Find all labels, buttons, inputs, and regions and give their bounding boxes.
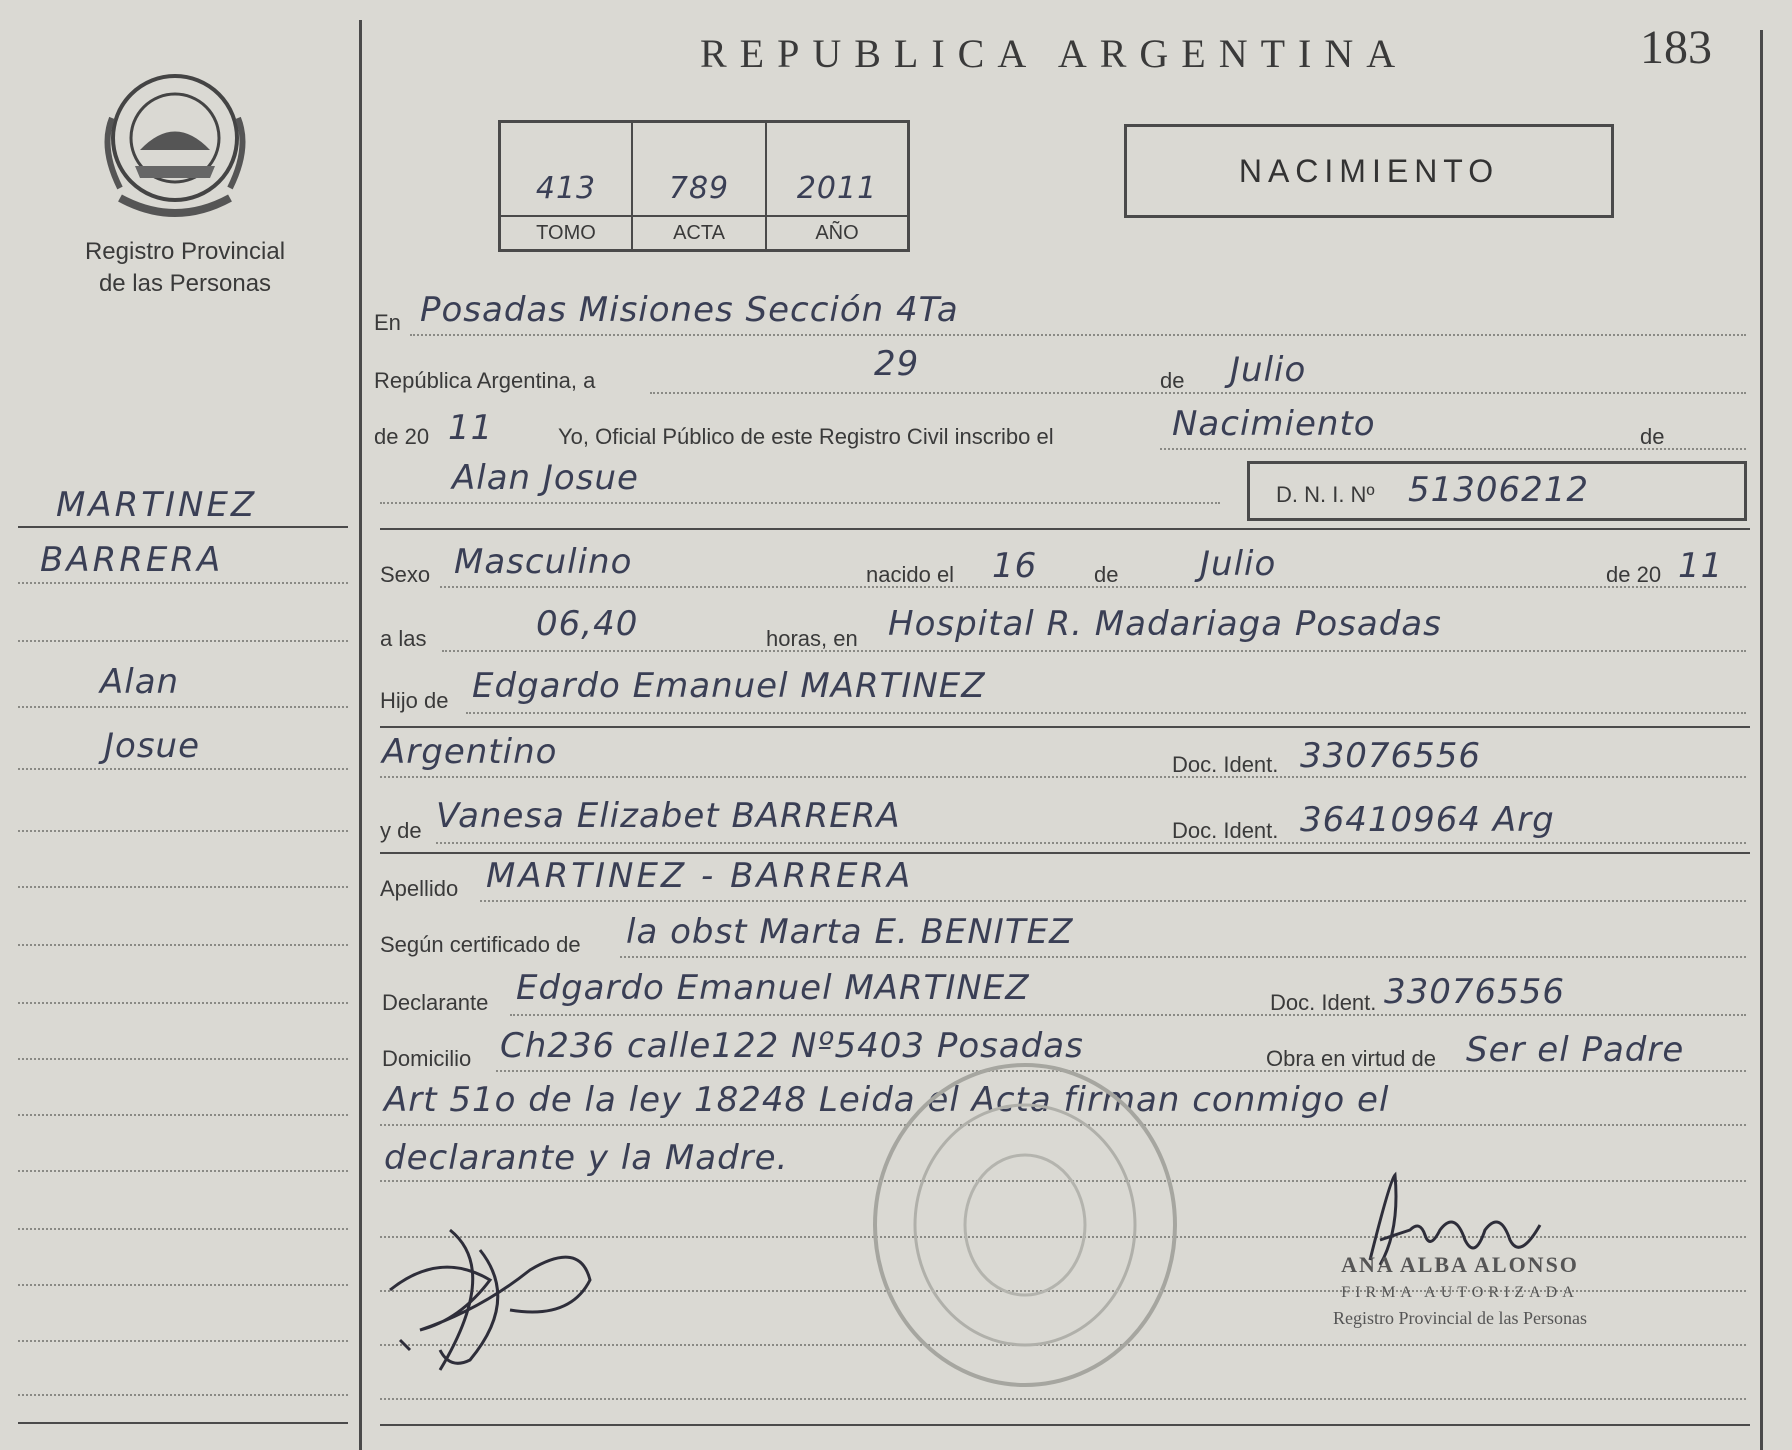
page-title: REPUBLICA ARGENTINA (700, 31, 1409, 76)
obra-value: Ser el Padre (1466, 1030, 1685, 1070)
sidebar-line (18, 1058, 348, 1060)
act-type-label: NACIMIENTO (1238, 153, 1500, 189)
month-value: Julio (1230, 350, 1307, 390)
registry-name-line1: Registro Provincial (84, 238, 286, 265)
form-line (480, 900, 1746, 902)
notes-line2: declarante y la Madre. (384, 1138, 789, 1178)
dni-label: D. N. I. Nº (1276, 482, 1375, 507)
acta-label: ACTA (673, 222, 725, 244)
form-line (510, 1014, 1746, 1016)
domicilio-label: Domicilio (382, 1046, 472, 1071)
en-label: En (374, 310, 401, 335)
birth-place-value: Hospital R. Madariaga Posadas (888, 604, 1442, 644)
sexo-label: Sexo (380, 562, 431, 587)
sidebar-bottom-rule (18, 1422, 348, 1424)
father-name-value: Edgardo Emanuel MARTINEZ (472, 666, 986, 706)
left-column-divider (359, 20, 362, 1450)
mother-name-value: Vanesa Elizabet BARRERA (436, 796, 901, 836)
sidebar-line (18, 1394, 348, 1396)
declarant-signature-icon (380, 1210, 620, 1380)
declarante-label: Declarante (382, 990, 489, 1015)
acta-cell (633, 123, 767, 249)
sidebar-rule (18, 526, 348, 528)
birth-year-suffix: 11 (1678, 546, 1724, 586)
section-rule (380, 528, 1750, 530)
stamp-title: FIRMA AUTORIZADA (1341, 1284, 1579, 1301)
sidebar-line (18, 944, 348, 946)
right-page-border (1760, 30, 1763, 1450)
sidebar-line (18, 886, 348, 888)
sidebar-line (18, 1002, 348, 1004)
registration-box (498, 120, 910, 252)
form-line (650, 392, 1746, 394)
sidebar-name2: Josue (104, 726, 201, 766)
form-line (620, 956, 1746, 958)
anio-value: 2011 (796, 171, 878, 206)
form-line (466, 712, 1746, 714)
page-number: 183 (1640, 21, 1712, 74)
de-label-2: de (1640, 424, 1665, 449)
section-rule (380, 852, 1750, 854)
registry-name (40, 236, 330, 300)
stamp-name: ANA ALBA ALONSO (1341, 1252, 1579, 1277)
declarante-name-value: Edgardo Emanuel MARTINEZ (516, 968, 1030, 1008)
form-line (436, 842, 1746, 844)
birth-time-value: 06,40 (536, 604, 639, 644)
birth-day-value: 16 (992, 546, 1038, 586)
form-line (380, 502, 1220, 504)
registry-name-line2: de las Personas (98, 270, 272, 297)
tomo-cell (501, 123, 633, 249)
tomo-label: TOMO (536, 222, 596, 244)
declarante-doc-value: 33076556 (1384, 972, 1566, 1012)
apellido-value: MARTINEZ - BARRERA (486, 856, 914, 896)
doc-ident-label: Doc. Ident. (1172, 752, 1279, 777)
anio-label: AÑO (815, 222, 859, 244)
dni-box (1247, 461, 1747, 521)
section-rule (380, 726, 1750, 728)
yde-label: y de (380, 818, 422, 843)
official-stamp-icon (860, 1050, 1190, 1400)
form-line (410, 334, 1746, 336)
acta-value: 789 (668, 171, 730, 206)
doc-ident-label-2: Doc. Ident. (1172, 818, 1279, 843)
sidebar-name1: Alan (100, 662, 180, 702)
form-line (440, 586, 1746, 588)
act-type-box (1124, 124, 1614, 218)
sexo-value: Masculino (454, 542, 633, 582)
de-label: de (1160, 368, 1185, 393)
act-value: Nacimiento (1172, 404, 1376, 444)
sidebar-line (18, 1228, 348, 1230)
sidebar-line (18, 1114, 348, 1116)
form-line (1160, 448, 1746, 450)
nacido-label: nacido el (866, 562, 955, 587)
dni-value: 51306212 (1408, 470, 1590, 510)
sidebar-surname2: BARRERA (40, 540, 224, 580)
year-suffix-value: 11 (448, 408, 494, 448)
birth-month-value: Julio (1200, 544, 1277, 584)
tomo-value: 413 (535, 171, 597, 206)
mother-doc-value: 36410964 Arg (1300, 800, 1555, 840)
certificado-value: la obst Marta E. BENITEZ (626, 912, 1074, 952)
provincial-seal-icon (100, 58, 250, 218)
form-line (442, 650, 1746, 652)
doc-ident-label-3: Doc. Ident. (1270, 990, 1377, 1015)
horas-label: horas, en (766, 626, 858, 651)
oficial-label: Yo, Oficial Público de este Registro Civil inscribo el (558, 424, 1054, 449)
hijo-label: Hijo de (380, 688, 449, 713)
apellido-label: Apellido (380, 876, 459, 901)
sidebar-line (18, 706, 348, 708)
sidebar-line (18, 1340, 348, 1342)
day-value: 29 (874, 344, 920, 384)
sidebar-line (18, 1170, 348, 1172)
year-prefix-label: de 20 (374, 424, 430, 449)
child-name-value: Alan Josue (452, 458, 639, 498)
father-nationality-value: Argentino (382, 732, 558, 772)
father-doc-value: 33076556 (1300, 736, 1482, 776)
domicilio-value: Ch236 calle122 Nº5403 Posadas (500, 1026, 1084, 1066)
form-line (380, 776, 1746, 778)
sidebar-line (18, 768, 348, 770)
sidebar-line (18, 582, 348, 584)
sidebar-line (18, 1284, 348, 1286)
obra-label: Obra en virtud de (1266, 1046, 1436, 1071)
sidebar-line (18, 640, 348, 642)
place-value: Posadas Misiones Sección 4Ta (420, 290, 959, 330)
segun-label: Según certificado de (380, 932, 581, 957)
alas-label: a las (380, 626, 427, 651)
sidebar-line (18, 830, 348, 832)
sidebar-surname1: MARTINEZ (56, 485, 258, 525)
notes-line1: Art 51o de la ley 18248 Leida el Acta firman conmigo el (384, 1080, 1390, 1120)
republica-label: República Argentina, a (374, 368, 596, 393)
stamp-office: Registro Provincial de las Personas (1333, 1308, 1587, 1328)
de-label-3: de (1094, 562, 1119, 587)
official-stamp-block (1280, 1252, 1640, 1329)
birth-year-label: de 20 (1606, 562, 1662, 587)
bottom-rule (380, 1424, 1750, 1426)
anio-cell (767, 123, 907, 249)
